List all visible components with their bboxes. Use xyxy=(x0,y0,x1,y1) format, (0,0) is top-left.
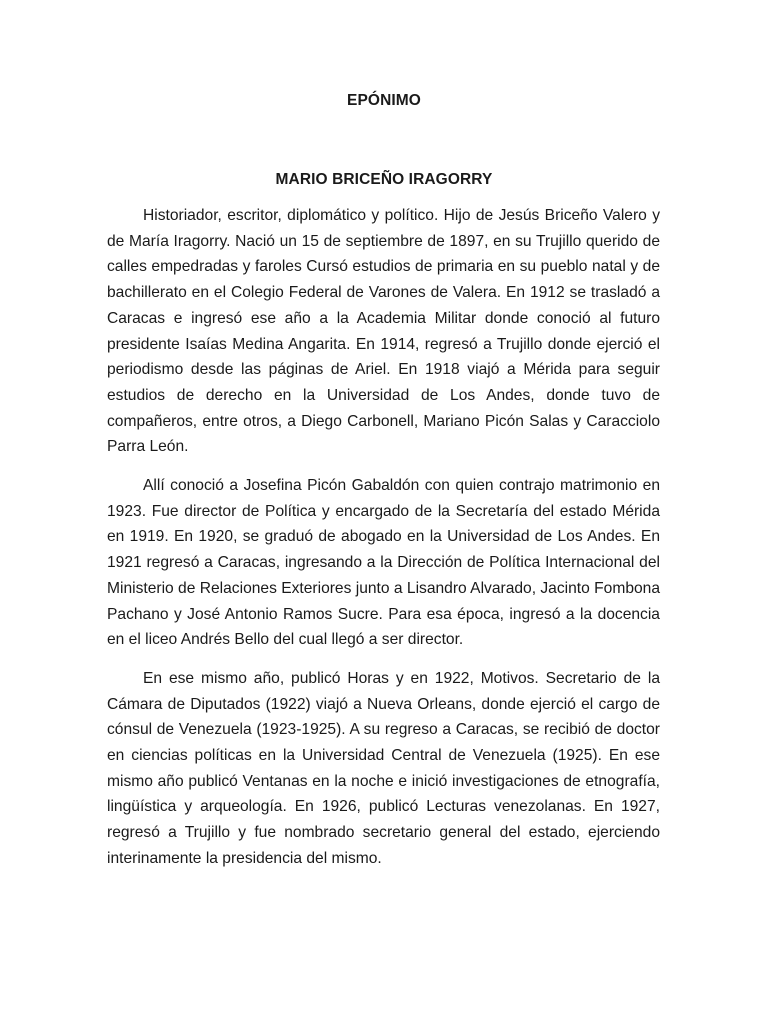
document-title: EPÓNIMO xyxy=(347,92,421,109)
paragraph-2: Allí conoció a Josefina Picón Gabaldón con quien contrajo matrimonio en 1923. Fue director de Política y encargado de la Secretaría del estado Mérida en 1919. En 1920, se graduó de abogado en la Universidad de Los Andes. En 1921 regresó a Caracas, ingresando a la Dirección de Política Internacional del Ministerio de Relaciones Exteriores junto a Lisandro Alvarado, Jacinto Fombona Pachano y José Antonio Ramos Sucre. Para esa época, ingresó a la docencia en el liceo Andrés Bello del cual llegó a ser director. xyxy=(107,477,661,649)
paragraph-3: En ese mismo año, publicó Horas y en 1922, Motivos. Secretario de la Cámara de Diputados (1922) viajó a Nueva Orleans, donde ejerció el cargo de cónsul de Venezuela (1923-1925). A su regreso a Caracas, se recibió de doctor en ciencias políticas en la Universidad Central de Venezuela (1925). En ese mismo año publicó Ventanas en la noche e inició investigaciones de etnografía, lingüística y arqueología. En 1926, publicó Lecturas venezolanas. En 1927, regresó a Trujillo y fue nombrado secretario general del estado, ejerciendo interinamente la presidencia del mismo. xyxy=(107,669,660,867)
paragraph-1: Historiador, escritor, diplomático y político. Hijo de Jesús Briceño Valero y de María Iragorry. Nació un 15 de septiembre de 1897, en su Trujillo querido de calles empedradas y faroles Cursó estudios de primaria en su pueblo natal y de bachillerato en el Colegio Federal de Varones de Valera. En 1912 se trasladó a Caracas e ingresó ese año a la Academia Militar donde conoció al futuro presidente Isaías Medina Angarita. En 1914, regresó a Trujillo donde ejerció el periodismo desde las páginas de Ariel. En 1918 viajó a Mérida para seguir estudios de derecho en la Universidad de Los Andes, donde tuvo de compañeros, entre otros, a Diego Carbonell, Mariano Picón Salas y Caracciolo Parra León. xyxy=(107,207,660,456)
document-subtitle: MARIO BRICEÑO IRAGORRY xyxy=(275,171,493,188)
document-body xyxy=(107,203,660,885)
